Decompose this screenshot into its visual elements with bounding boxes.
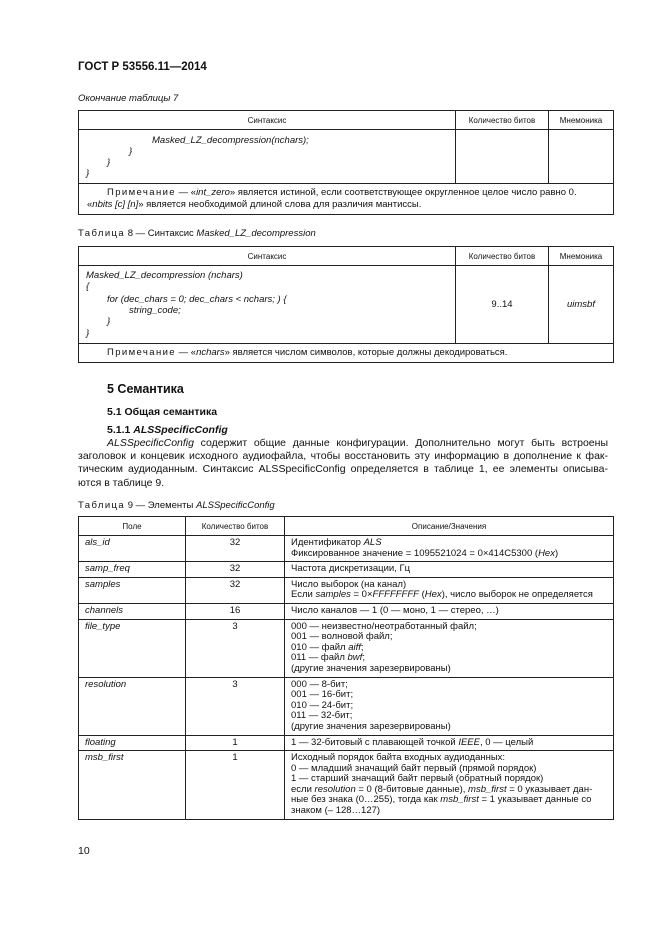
bits-value: 32: [186, 536, 285, 562]
field-name: msb_first: [79, 751, 186, 820]
table-8: [78, 246, 614, 363]
code-line: }: [129, 146, 133, 157]
body-paragraph: ALSSpecificConfig содержит общие данные конфигурации. Дополнительно могут быть встроены заголовок и концевик исходного аудиофайла, чтобы восстановить эту информацию в дополнение к фак- тическим аудиоданным. Синтаксис ALSSpecificConfig определяется в таблице 1, ее элементы описыва- ются в таблице 9.: [78, 437, 608, 489]
section-title: 5 Семантика: [107, 382, 184, 396]
description: Идентификатор ALS Фиксированное значение = 1095521024 = 0×414C5300 (Hex): [285, 536, 614, 562]
note-term: nbits [c] [n]: [92, 199, 139, 210]
table-7: [78, 110, 614, 215]
col-syntax: Синтаксис: [79, 247, 456, 266]
table-note: Примечание — «nchars» является числом символов, которые должны декодироваться.: [79, 344, 614, 363]
bits-value: 1: [186, 735, 285, 751]
table-row: [79, 603, 614, 619]
table-row: [79, 536, 614, 562]
table-row: [79, 619, 614, 677]
description: Число выборок (на канал) Если samples = 0×FFFFFFFF (Hex), число выборок не определяется: [285, 577, 614, 603]
code-line: }: [86, 168, 90, 179]
col-description: Описание/Значения: [285, 517, 614, 536]
note-label: Примечание: [107, 187, 176, 198]
field-name: resolution: [79, 677, 186, 735]
bits-value: 1: [186, 751, 285, 820]
col-field: Поле: [79, 517, 186, 536]
col-bits: Количество битов: [186, 517, 285, 536]
note-term: int_zero: [196, 187, 230, 198]
syntax-cell: [79, 130, 456, 184]
field-name: samp_freq: [79, 562, 186, 578]
description: Частота дискретизации, Гц: [285, 562, 614, 578]
col-mnemonic: Мнемоника: [549, 111, 614, 130]
description: 000 — 8-бит; 001 — 16-бит; 010 — 24-бит; 011 — 32-бит; (другие значения зарезервированы): [285, 677, 614, 735]
col-bits: Количество битов: [456, 247, 549, 266]
description: Исходный порядок байта входных аудиоданных: 0 — младший значащий байт первый (прямой порядок) 1 — старший значащий байт первый (обратный порядок) если resolution = 0 (8-битовые данные), msb_first = 0 указывает дан- ные без знака (0…255), тогда как msb_first = 1 указывает данные со знаком (– 128…127): [285, 751, 614, 820]
field-name: als_id: [79, 536, 186, 562]
code-line: string_code;: [129, 305, 181, 316]
table-9: [78, 516, 614, 820]
subsubsection-title: 5.1.1 ALSSpecificConfig: [107, 424, 228, 436]
continuation-caption: Окончание таблицы 7: [78, 93, 179, 104]
table-9-caption: Таблица 9 — Элементы ALSSpecificConfig: [78, 500, 275, 511]
bits-cell: [456, 130, 549, 184]
code-line: }: [86, 328, 90, 339]
table-8-caption: Таблица 8 — Синтаксис Masked_LZ_decompression: [78, 228, 316, 239]
mnemonic-cell: [549, 130, 614, 184]
syntax-cell: [79, 266, 456, 344]
code-line: Masked_LZ_decompression(nchars);: [152, 135, 309, 146]
code-line: Masked_LZ_decompression (nchars): [86, 270, 243, 281]
field-name: file_type: [79, 619, 186, 677]
subsection-title: 5.1 Общая семантика: [107, 406, 218, 418]
table-row: [79, 677, 614, 735]
table-row: [79, 751, 614, 820]
note-term: nchars: [196, 347, 225, 358]
field-name: floating: [79, 735, 186, 751]
bits-cell: 9..14: [456, 266, 549, 344]
table-note: Примечание — «int_zero» является истиной, если соответствующее округленное целое число равно 0. «nbits [c] [n]» является необходимой длиной слова для различия мантиссы.: [79, 184, 614, 215]
bits-value: 16: [186, 603, 285, 619]
code-line: for (dec_chars = 0; dec_chars < nchars; ) {: [107, 294, 287, 305]
table-row: [79, 577, 614, 603]
table-row: [79, 562, 614, 578]
col-bits: Количество битов: [456, 111, 549, 130]
code-line: {: [86, 281, 90, 292]
field-name: samples: [79, 577, 186, 603]
col-syntax: Синтаксис: [79, 111, 456, 130]
bits-value: 32: [186, 577, 285, 603]
description: 1 — 32-битовый с плавающей точкой IEEE, 0 — целый: [285, 735, 614, 751]
document-header: ГОСТ Р 53556.11—2014: [78, 61, 207, 73]
field-name: channels: [79, 603, 186, 619]
mnemonic-cell: uimsbf: [549, 266, 614, 344]
description: Число каналов — 1 (0 — моно, 1 — стерео, …): [285, 603, 614, 619]
code-line: }: [107, 157, 111, 168]
description: 000 — неизвестно/неотработанный файл; 001 — волновой файл; 010 — файл aiff; 011 — файл bwf; (другие значения зарезервированы): [285, 619, 614, 677]
table-row: [79, 735, 614, 751]
bits-value: 3: [186, 677, 285, 735]
bits-value: 32: [186, 562, 285, 578]
col-mnemonic: Мнемоника: [549, 247, 614, 266]
code-line: }: [107, 316, 111, 327]
bits-value: 3: [186, 619, 285, 677]
note-label: Примечание: [107, 347, 176, 358]
page-number: 10: [78, 845, 90, 857]
